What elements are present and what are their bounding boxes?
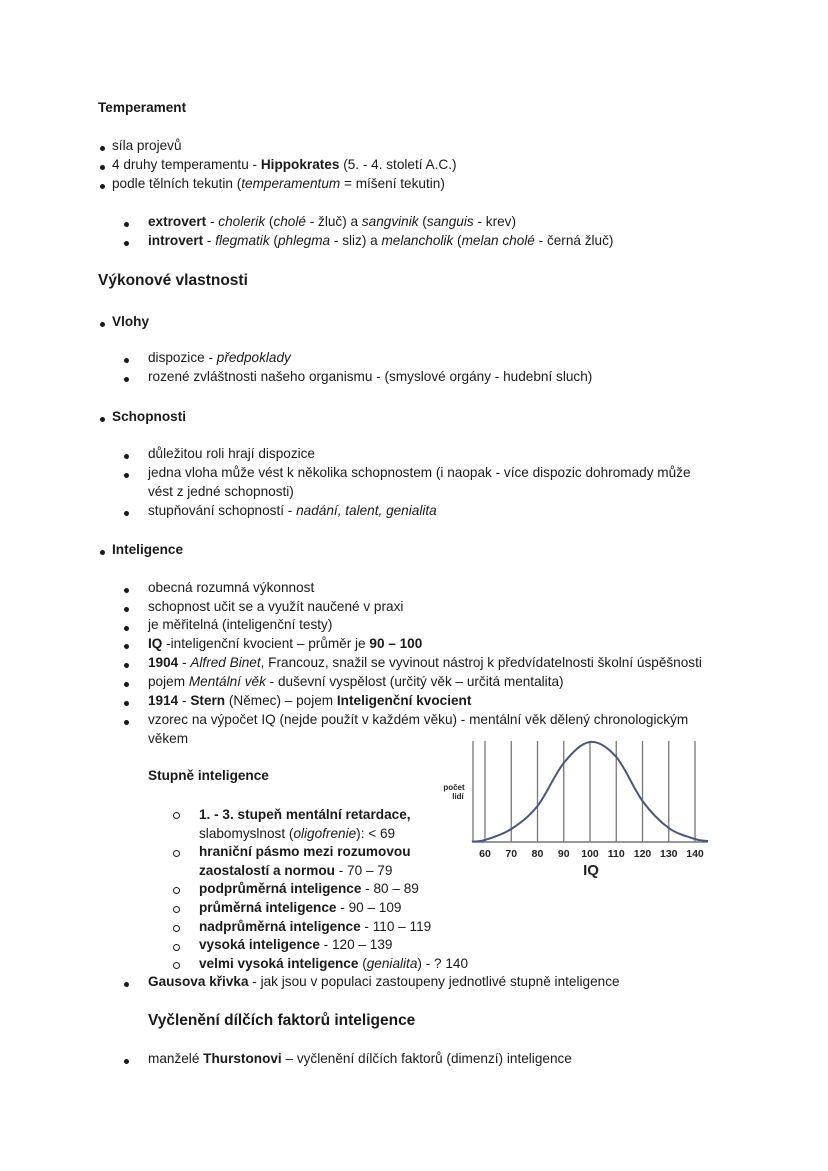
subsection-title-inteligence: Inteligence <box>112 542 184 557</box>
item-bold: 1914 <box>148 693 179 708</box>
item-text: – vyčlenění dílčích faktorů (dimenzí) inteligence <box>281 1051 572 1066</box>
bullet-icon <box>124 454 129 459</box>
x-tick-label: 90 <box>557 848 570 860</box>
bullet-icon <box>124 607 129 612</box>
item-text: - <box>178 693 191 708</box>
bullet-icon <box>124 377 129 382</box>
item-italic: flegmatik <box>215 233 270 248</box>
hollow-bullet-icon <box>173 906 180 913</box>
list-item <box>148 213 516 231</box>
item-bold: nadprůměrná inteligence <box>199 919 361 934</box>
item-italic: předpoklady <box>216 350 291 365</box>
x-tick-label: 130 <box>659 848 678 860</box>
item-text: slabomyslnost ( <box>199 826 294 841</box>
list-item <box>199 880 419 898</box>
item-text: ( <box>269 233 278 248</box>
bullet-icon <box>124 1059 129 1064</box>
bullet-icon <box>124 511 129 516</box>
y-axis-label: lidí <box>452 792 464 801</box>
item-bold: 1. - 3. stupeň mentální retardace, <box>199 807 411 822</box>
item-italic: nadání, talent, genialita <box>296 503 437 518</box>
list-item <box>199 936 392 954</box>
item-italic: Alfred Binet <box>190 655 261 670</box>
x-tick-label: 110 <box>607 848 625 860</box>
item-text: 4 druhy temperamentu - <box>112 157 261 172</box>
list-item <box>199 806 411 824</box>
item-text: pojem <box>148 674 189 689</box>
item-text: -inteligenční kvocient – průměr je <box>162 636 370 651</box>
bullet-icon <box>124 982 129 987</box>
hollow-bullet-icon <box>173 944 180 951</box>
list-item-continuation: vést z jedné schopnosti) <box>148 484 294 499</box>
item-text: = míšení tekutin) <box>340 176 445 191</box>
item-text: ): < 69 <box>356 826 396 841</box>
list-item <box>148 673 564 691</box>
list-item <box>148 232 613 250</box>
item-text: - <box>206 214 219 229</box>
hollow-bullet-icon <box>173 887 180 894</box>
list-item <box>199 955 468 973</box>
item-bold: 1904 <box>148 655 179 670</box>
list-item <box>112 175 445 193</box>
chart-svg <box>440 735 720 880</box>
item-text: - 120 – 139 <box>319 937 393 952</box>
item-text: stupňování schopností - <box>148 503 297 518</box>
list-item <box>148 349 291 367</box>
section-title-faktory: Vyčlenění dílčích faktorů inteligence <box>148 1012 416 1029</box>
bullet-icon <box>124 720 129 725</box>
list-item <box>199 899 401 917</box>
x-tick-label: 120 <box>633 848 652 860</box>
bullet-icon <box>100 165 105 170</box>
item-text: manželé <box>148 1051 204 1066</box>
item-bold: extrovert <box>148 214 207 229</box>
section-title-temperament: Temperament <box>98 100 187 115</box>
bullet-icon <box>124 701 129 706</box>
item-text: ) - ? 140 <box>417 956 469 971</box>
item-italic: temperamentum <box>241 176 341 191</box>
bullet-icon <box>124 473 129 478</box>
item-bold: 90 – 100 <box>369 636 423 651</box>
list-item <box>112 137 182 155</box>
item-text: - sliz) a <box>330 233 382 248</box>
hollow-bullet-icon <box>173 962 180 969</box>
item-text: - duševní vyspělost (určitý věk – určitá mentalita) <box>265 674 564 689</box>
item-text: ( <box>453 233 462 248</box>
item-italic: cholerik <box>218 214 266 229</box>
list-item <box>148 692 471 710</box>
item-bold: podprůměrná inteligence <box>199 881 362 896</box>
item-bold: Inteligenční kvocient <box>336 693 472 708</box>
item-text: - <box>178 655 191 670</box>
subsection-title-stupne: Stupně inteligence <box>148 768 269 783</box>
item-text: - 70 – 79 <box>334 863 393 878</box>
list-item: schopnost učit se a využít naučené v praxi <box>148 599 404 614</box>
item-italic: Mentální věk <box>188 674 266 689</box>
bullet-icon <box>100 146 105 151</box>
list-item <box>112 156 457 174</box>
list-item: vzorec na výpočet IQ (nejde použít v každém věku) - mentální věk dělený chronologickým <box>148 712 689 727</box>
item-bold: Gausova křivka <box>148 974 249 989</box>
item-text: síla projevů <box>112 138 182 153</box>
item-text: ( <box>358 956 367 971</box>
item-text: - 80 – 89 <box>361 881 419 896</box>
item-text: - žluč) a <box>305 214 362 229</box>
item-bold: IQ <box>148 636 163 651</box>
y-axis-label: počet <box>443 783 465 792</box>
list-item <box>199 918 431 936</box>
item-text: - jak jsou v populaci zastoupeny jednotlivé stupně inteligence <box>248 974 620 989</box>
item-italic: genialita <box>366 956 418 971</box>
item-text: ( <box>265 214 274 229</box>
item-bold: průměrná inteligence <box>199 900 337 915</box>
item-bold: vysoká inteligence <box>199 937 320 952</box>
section-title-vykonove: Výkonové vlastnosti <box>98 272 248 289</box>
item-text: podle tělních tekutin ( <box>112 176 242 191</box>
bullet-icon <box>124 588 129 593</box>
item-text: - <box>203 233 216 248</box>
item-bold: hraniční pásmo mezi rozumovou <box>199 844 411 859</box>
x-tick-label: 80 <box>531 848 544 860</box>
subsection-title-schopnosti: Schopnosti <box>112 409 187 424</box>
x-tick-label: 70 <box>505 848 518 860</box>
x-tick-label: 100 <box>581 848 599 860</box>
bullet-icon <box>124 358 129 363</box>
list-item-continuation: věkem <box>148 731 189 746</box>
item-italic: sangvinik <box>361 214 419 229</box>
list-item: jedna vloha může vést k několika schopnostem (i naopak - více dispozic dohromady může <box>148 465 691 480</box>
list-item <box>148 635 422 653</box>
bullet-icon <box>124 222 129 227</box>
list-item <box>199 843 411 861</box>
bullet-icon <box>100 417 105 422</box>
list-item <box>148 973 620 991</box>
list-item: rozené zvláštnosti našeho organismu - (smyslové orgány - hudební sluch) <box>148 369 593 384</box>
x-tick-label: 60 <box>479 848 491 860</box>
item-italic: phlegma <box>277 233 331 248</box>
list-item: je měřitelná (inteligenční testy) <box>148 617 333 632</box>
subsection-title-vlohy: Vlohy <box>112 314 150 329</box>
bullet-icon <box>124 626 129 631</box>
item-italic: cholé <box>273 214 306 229</box>
list-item <box>148 654 702 672</box>
iq-gauss-chart <box>440 735 720 880</box>
x-tick-labels <box>479 848 704 860</box>
item-italic: oligofrenie <box>293 826 357 841</box>
hollow-bullet-icon <box>173 850 180 857</box>
item-text: dispozice - <box>148 350 217 365</box>
list-item <box>148 1050 572 1068</box>
x-tick-label: 140 <box>686 848 704 860</box>
item-bold: Hippokrates <box>260 157 340 172</box>
bullet-icon <box>124 644 129 649</box>
item-text: ( <box>418 214 427 229</box>
item-bold: velmi vysoká inteligence <box>199 956 359 971</box>
item-text: , Francouz, snažil se vyvinout nástroj k předvídatelnosti školní úspěšnosti <box>260 655 702 670</box>
item-text: - krev) <box>473 214 516 229</box>
item-text: - 110 – 119 <box>360 919 432 934</box>
item-bold: Thurstonovi <box>203 1051 282 1066</box>
list-item-continuation <box>199 825 395 843</box>
item-text: - černá žluč) <box>534 233 614 248</box>
bullet-icon <box>100 550 105 555</box>
item-text: (Němec) – pojem <box>225 693 337 708</box>
item-italic: sanguis <box>426 214 474 229</box>
bullet-icon <box>124 682 129 687</box>
list-item-continuation <box>199 862 392 880</box>
chart-gridlines <box>473 741 695 842</box>
item-bold: introvert <box>148 233 204 248</box>
hollow-bullet-icon <box>173 925 180 932</box>
list-item <box>148 502 437 520</box>
item-text: - 90 – 109 <box>336 900 402 915</box>
list-item: obecná rozumná výkonnost <box>148 580 315 595</box>
bullet-icon <box>124 241 129 246</box>
bullet-icon <box>100 322 105 327</box>
item-text: (5. - 4. století A.C.) <box>339 157 457 172</box>
item-italic: melancholik <box>381 233 454 248</box>
bullet-icon <box>124 663 129 668</box>
hollow-bullet-icon <box>173 812 180 819</box>
item-bold: Stern <box>190 693 226 708</box>
bullet-icon <box>100 184 105 189</box>
list-item: důležitou roli hrají dispozice <box>148 446 315 461</box>
x-axis-label: IQ <box>583 862 599 879</box>
item-bold: zaostalostí a normou <box>199 863 335 878</box>
item-italic: melan cholé <box>461 233 535 248</box>
